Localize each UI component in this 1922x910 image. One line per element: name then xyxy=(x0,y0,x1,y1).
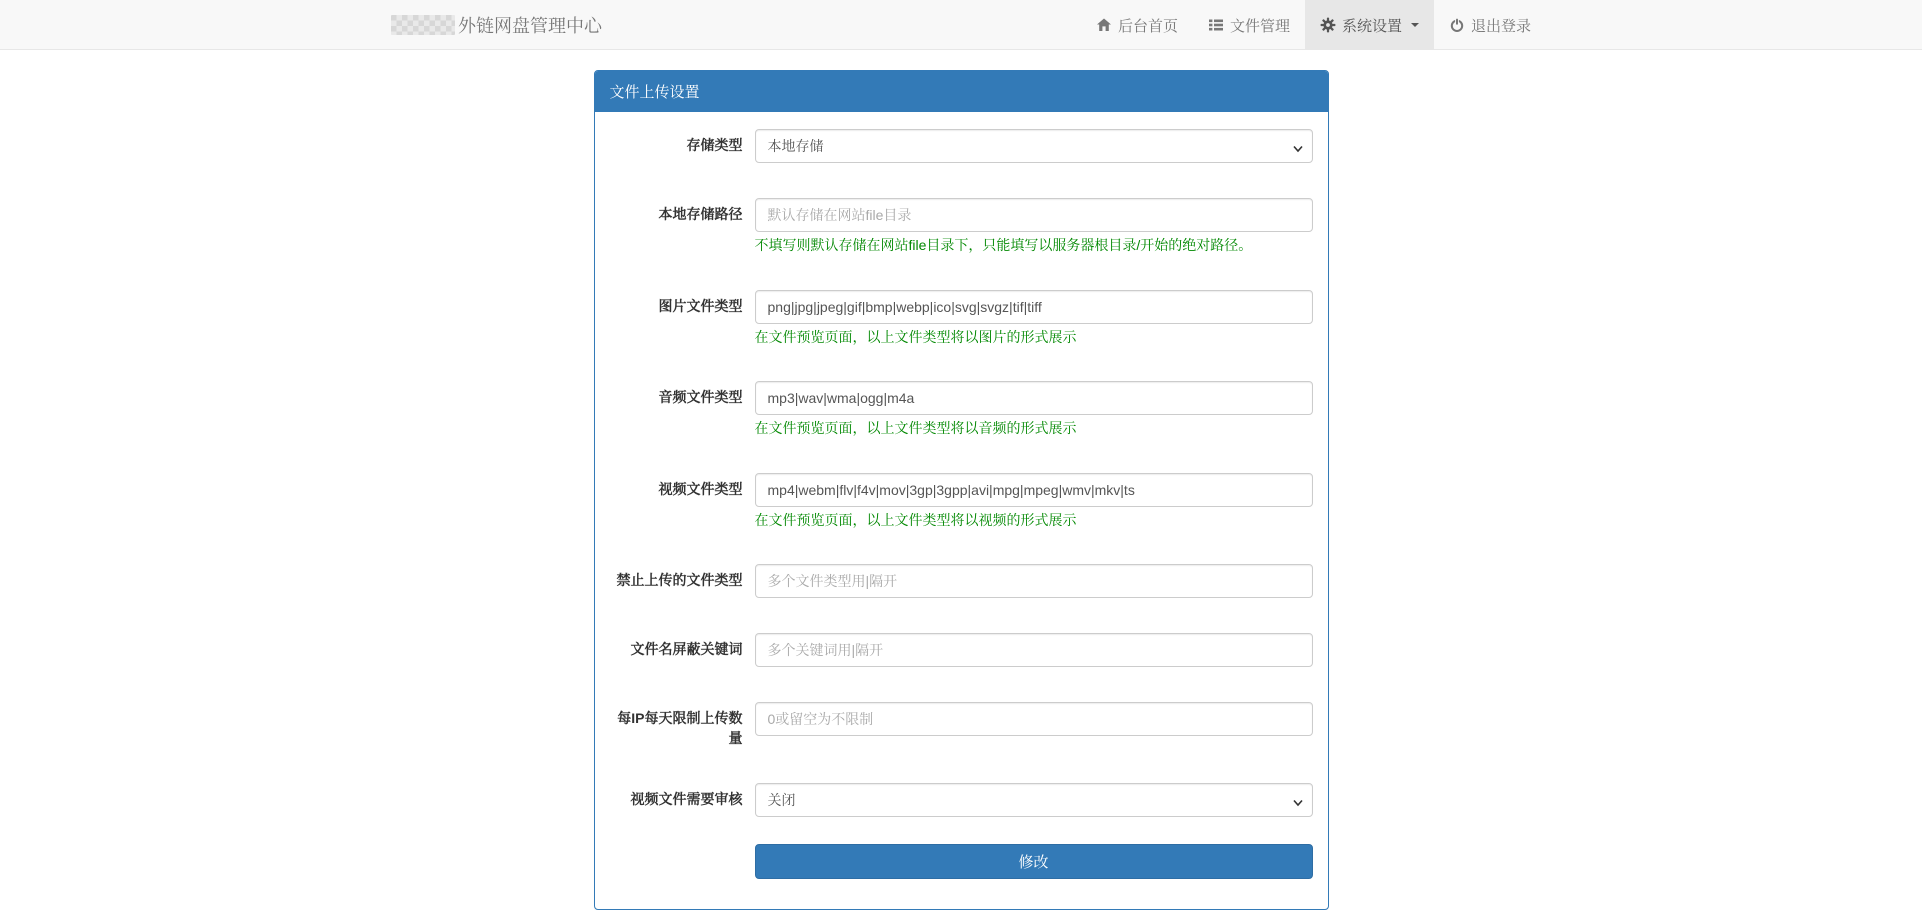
brand-link[interactable] xyxy=(376,0,617,50)
video-review-required-select[interactable] xyxy=(755,783,1313,817)
form-row-audio-file-types xyxy=(610,381,1313,438)
list-icon xyxy=(1208,17,1224,33)
video-file-types-input[interactable] xyxy=(755,473,1313,507)
nav-item-home[interactable] xyxy=(1081,0,1193,50)
video-file-types-label: 视频文件类型 xyxy=(658,480,743,497)
daily-ip-upload-limit-control xyxy=(755,702,1313,748)
submit-row-spacer xyxy=(610,852,755,879)
submit-control xyxy=(755,852,1313,879)
forbidden-file-types-label: 禁止上传的文件类型 xyxy=(616,572,743,588)
forbidden-file-types-control xyxy=(755,564,1313,598)
storage-type-select-wrap xyxy=(755,129,1313,163)
home-icon xyxy=(1096,17,1112,33)
local-storage-path-control xyxy=(755,198,1313,255)
censored-site-name xyxy=(391,15,455,35)
local-storage-path-input[interactable] xyxy=(755,198,1313,232)
video-review-required-select-wrap xyxy=(755,783,1313,817)
daily-ip-upload-limit-input[interactable] xyxy=(755,702,1313,736)
video-review-required-label: 视频文件需要审核 xyxy=(630,791,743,808)
storage-type-select[interactable] xyxy=(755,129,1313,163)
form-row-filename-blocked-keywords xyxy=(610,633,1313,667)
local-storage-path-label: 本地存储路径 xyxy=(658,206,743,222)
panel-title: 文件上传设置 xyxy=(595,71,1328,112)
form-row-image-file-types xyxy=(610,290,1313,347)
panel-body xyxy=(595,112,1328,909)
nav-item-logout[interactable] xyxy=(1434,0,1546,50)
gear-icon xyxy=(1320,17,1336,33)
local-storage-path-help-text: 不填写则默认存储在网站file目录下，只能填写以服务器根目录/开始的绝对路径。 xyxy=(754,237,1253,253)
navbar-container xyxy=(376,0,1546,50)
nav-item-files[interactable] xyxy=(1193,0,1305,50)
audio-file-types-control xyxy=(755,381,1313,438)
image-file-types-help-text: 在文件预览页面，以上文件类型将以图片的形式展示 xyxy=(754,328,1077,345)
nav-item-label: 退出登录 xyxy=(1470,17,1531,35)
brand-text: 外链网盘管理中心 xyxy=(458,16,602,36)
storage-type-control xyxy=(755,129,1313,163)
form-row-video-review-required xyxy=(610,783,1313,817)
upload-settings-panel xyxy=(594,70,1329,910)
upload-settings-form xyxy=(610,129,1313,879)
forbidden-file-types-input[interactable] xyxy=(755,564,1313,598)
form-row-video-file-types xyxy=(610,473,1313,530)
audio-file-types-help-text: 在文件预览页面，以上文件类型将以音频的形式展示 xyxy=(754,420,1077,436)
form-row-daily-ip-upload-limit xyxy=(610,702,1313,748)
video-file-types-control xyxy=(755,473,1313,530)
form-row-local-storage-path xyxy=(610,198,1313,255)
nav-item-settings[interactable] xyxy=(1305,0,1434,50)
nav-item-label: 系统设置 xyxy=(1341,17,1402,35)
storage-type-label: 存储类型 xyxy=(686,137,743,153)
caret-down-icon xyxy=(1411,23,1419,27)
image-file-types-input[interactable] xyxy=(755,290,1313,324)
daily-ip-upload-limit-label: 每IP每天限制上传数量 xyxy=(617,710,743,746)
audio-file-types-input[interactable] xyxy=(755,381,1313,415)
filename-blocked-keywords-input[interactable] xyxy=(755,633,1313,667)
audio-file-types-label: 音频文件类型 xyxy=(658,389,743,405)
form-row-forbidden-file-types xyxy=(610,564,1313,598)
top-navbar xyxy=(0,0,1922,50)
nav-item-label: 文件管理 xyxy=(1229,17,1290,35)
video-file-types-help-text: 在文件预览页面，以上文件类型将以视频的形式展示 xyxy=(754,511,1077,528)
image-file-types-control xyxy=(755,290,1313,347)
form-row-storage-type xyxy=(610,129,1313,163)
filename-blocked-keywords-control xyxy=(755,633,1313,667)
video-review-required-control xyxy=(755,783,1313,817)
power-icon xyxy=(1449,17,1465,33)
modify-submit-button[interactable]: 修改 xyxy=(755,844,1313,879)
filename-blocked-keywords-label: 文件名屏蔽关键词 xyxy=(630,641,743,657)
nav-item-label: 后台首页 xyxy=(1117,17,1178,35)
form-row-submit xyxy=(610,852,1313,879)
navbar-menu xyxy=(1081,0,1546,50)
image-file-types-label: 图片文件类型 xyxy=(658,297,743,314)
